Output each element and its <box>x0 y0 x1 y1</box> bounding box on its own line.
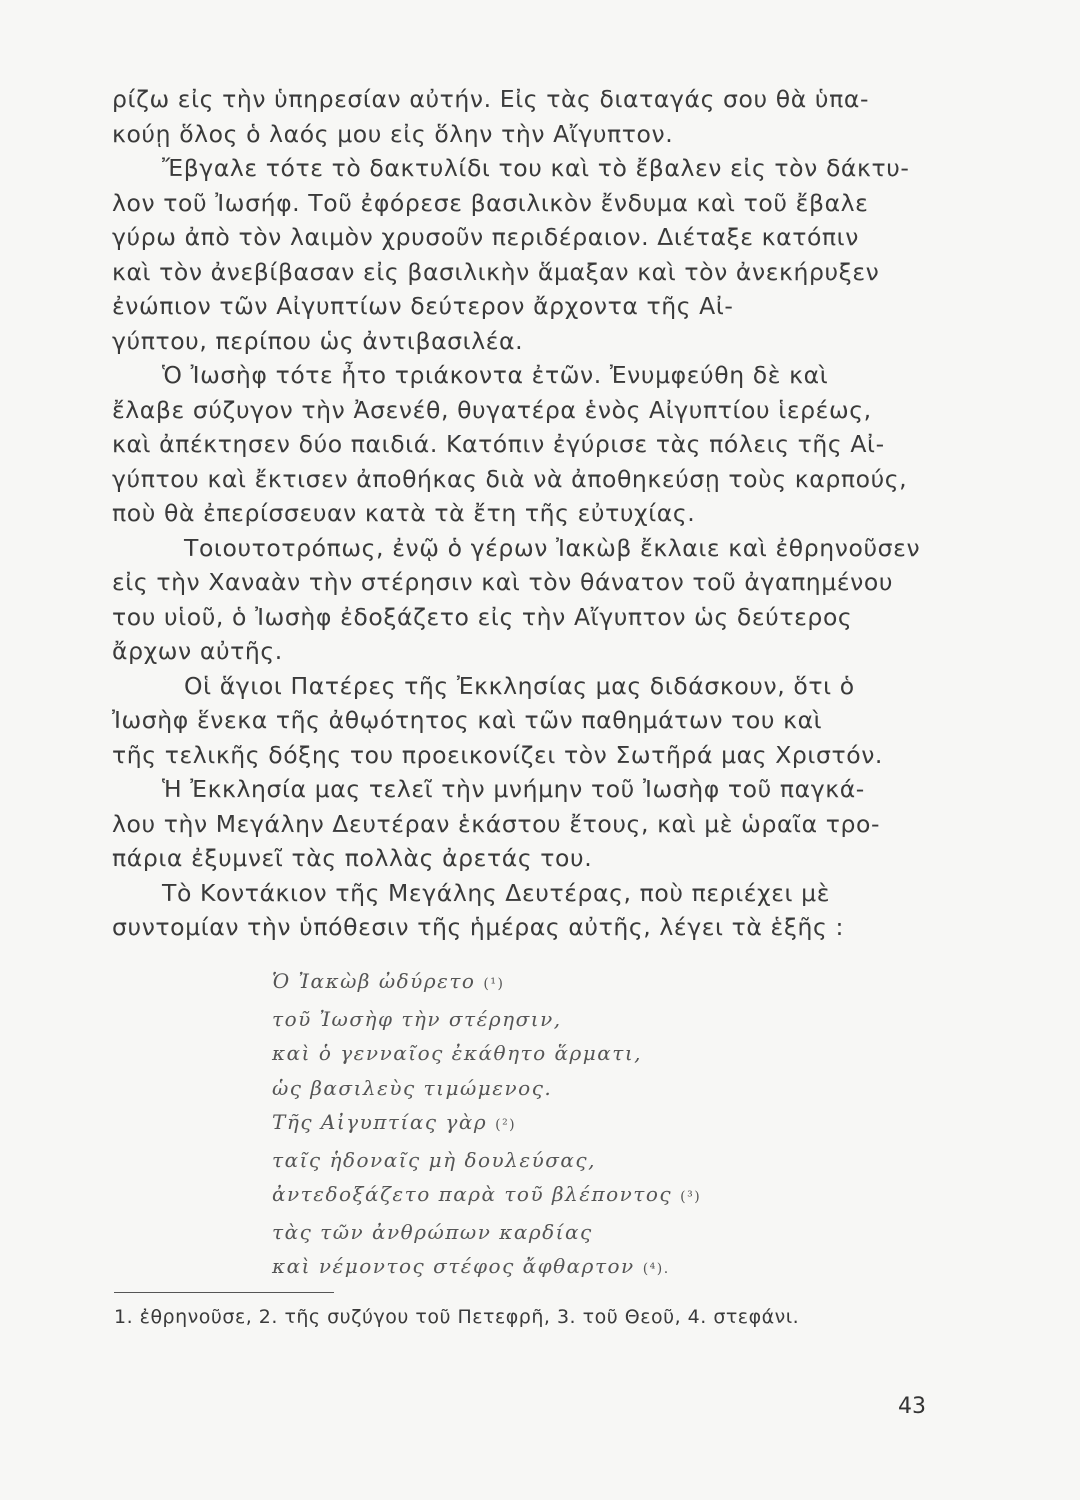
page-number: 43 <box>898 1394 926 1419</box>
text-line: Ἡ Ἐκκλησία μας τελεῖ τὴν μνήμην τοῦ Ἰωσὴφ τοῦ παγκά- <box>162 775 865 803</box>
verse-text: ὡς βασιλεὺς τιμώμενος. <box>272 1075 553 1100</box>
text-line: ποὺ θὰ ἐπερίσσευαν κατὰ τὰ ἔτη τῆς εὐτυχίας. <box>112 499 696 527</box>
text-line: του υἱοῦ, ὁ Ἰωσὴφ ἐδοξάζετο εἰς τὴν Αἴγυπτον ὡς δεύτερος <box>112 602 853 631</box>
paragraph <box>112 151 934 358</box>
footnote-reference: (¹) <box>483 976 505 992</box>
text-line: Τοιουτοτρόπως, ἐνῷ ὁ γέρων Ἰακὼβ ἔκλαιε καὶ ἐθρηνοῦσεν <box>184 533 921 562</box>
text-line: γύπτου καὶ ἔκτισεν ἀποθήκας διὰ νὰ ἀποθηκεύσῃ τοὺς καρπούς, <box>112 464 908 493</box>
text-line: καὶ τὸν ἀνεβίβασαν εἰς βασιλικὴν ἅμαξαν καὶ τὸν ἀνεκήρυξεν <box>112 257 880 286</box>
text-line: γύπτου, περίπου ὡς ἀντιβασιλέα. <box>112 326 524 355</box>
text-line: ἔλαβε σύζυγον τὴν Ἀσενέθ, θυγατέρα ἑνὸς Αἰγυπτίου ἱερέως, <box>112 395 872 424</box>
verse-line <box>272 1002 701 1037</box>
text-line: ἐνώπιον τῶν Αἰγυπτίων δεύτερον ἄρχοντα τῆς Αἰ- <box>112 292 734 320</box>
verse-text: Ὁ Ἰακὼβ ὠδύρετο <box>272 969 476 993</box>
paragraph <box>112 772 934 876</box>
text-line: ἄρχων αὐτῆς. <box>112 637 283 665</box>
text-line: πάρια ἐξυμνεῖ τὰς πολλὰς ἀρετάς του. <box>112 844 593 872</box>
verse-line <box>272 1105 701 1143</box>
verse-line <box>272 1249 701 1287</box>
kontakion-verse <box>272 964 701 1287</box>
verse-line <box>272 1071 701 1106</box>
text-line: Ὁ Ἰωσὴφ τότε ἦτο τριάκοντα ἐτῶν. Ἐνυμφεύθη δὲ καὶ <box>162 361 829 389</box>
text-line: καὶ ἀπέκτησεν δύο παιδιά. Κατόπιν ἐγύρισε τὰς πόλεις τῆς Αἰ- <box>112 430 885 458</box>
text-line: Οἱ ἅγιοι Πατέρες τῆς Ἐκκλησίας μας διδάσκουν, ὅτι ὁ <box>184 671 855 700</box>
verse-text: καὶ ὁ γενναῖος ἐκάθητο ἅρματι, <box>272 1041 643 1065</box>
footnote-reference: (³) <box>680 1189 702 1205</box>
text-line: Ἔβγαλε τότε τὸ δακτυλίδι του καὶ τὸ ἔβαλεν εἰς τὸν δάκτυ- <box>162 154 910 182</box>
paragraph <box>112 876 934 945</box>
footnote-reference: (²) <box>495 1117 517 1133</box>
verse-text: τὰς τῶν ἀνθρώπων καρδίας <box>272 1219 593 1244</box>
verse-line <box>272 1177 701 1215</box>
text-line: κούῃ ὅλος ὁ λαός μου εἰς ὅλην τὴν Αἴγυπτον. <box>112 119 674 148</box>
footnote-divider <box>114 1292 334 1293</box>
text-line: τῆς τελικῆς δόξης του προεικονίζει τὸν Σωτῆρά μας Χριστόν. <box>112 740 883 769</box>
verse-line <box>272 964 701 1002</box>
text-line: Τὸ Κοντάκιον τῆς Μεγάλης Δευτέρας, ποὺ περιέχει μὲ <box>162 878 831 907</box>
text-line: συντομίαν τὴν ὑπόθεσιν τῆς ἡμέρας αὐτῆς, λέγει τὰ ἑξῆς : <box>112 913 845 941</box>
verse-line <box>272 1215 701 1250</box>
text-line: γύρω ἀπὸ τὸν λαιμὸν χρυσοῦν περιδέραιον. Διέταξε κατόπιν <box>112 223 859 251</box>
verse-line <box>272 1143 701 1178</box>
paragraph <box>112 82 934 151</box>
verse-text: τοῦ Ἰωσὴφ τὴν στέρησιν, <box>272 1006 562 1031</box>
text-line: Ἰωσὴφ ἕνεκα τῆς ἀθῳότητος καὶ τῶν παθημάτων του καὶ <box>112 706 823 734</box>
footnote-reference: (⁴). <box>642 1261 670 1277</box>
text-line: εἰς τὴν Χαναὰν τὴν στέρησιν καὶ τὸν θάνατον τοῦ ἀγαπημένου <box>112 568 894 596</box>
text-line: λον τοῦ Ἰωσήφ. Τοῦ ἐφόρεσε βασιλικὸν ἔνδυμα καὶ τοῦ ἔβαλε <box>112 188 869 217</box>
text-line: ρίζω εἰς τὴν ὑπηρεσίαν αὐτήν. Εἰς τὰς διαταγάς σου θὰ ὑπα- <box>112 85 870 113</box>
text-line: λου τὴν Μεγάλην Δευτέραν ἑκάστου ἔτους, καὶ μὲ ὡραῖα τρο- <box>112 809 881 838</box>
body-text <box>112 82 934 945</box>
paragraph <box>112 358 934 531</box>
verse-line <box>272 1036 701 1071</box>
verse-text: ταῖς ἡδοναῖς μὴ δουλεύσας, <box>272 1147 596 1172</box>
footnote: 1. ἐθρηνοῦσε, 2. τῆς συζύγου τοῦ Πετεφρῆ, 3. τοῦ Θεοῦ, 4. στεφάνι. <box>114 1306 800 1328</box>
verse-text: Τῆς Αἰγυπτίας γὰρ <box>272 1110 488 1134</box>
verse-text: καὶ νέμοντος στέφος ἄφθαρτον <box>272 1254 635 1278</box>
paragraph <box>112 531 934 669</box>
verse-text: ἀντεδοξάζετο παρὰ τοῦ βλέποντος <box>272 1182 673 1206</box>
paragraph <box>112 669 934 773</box>
